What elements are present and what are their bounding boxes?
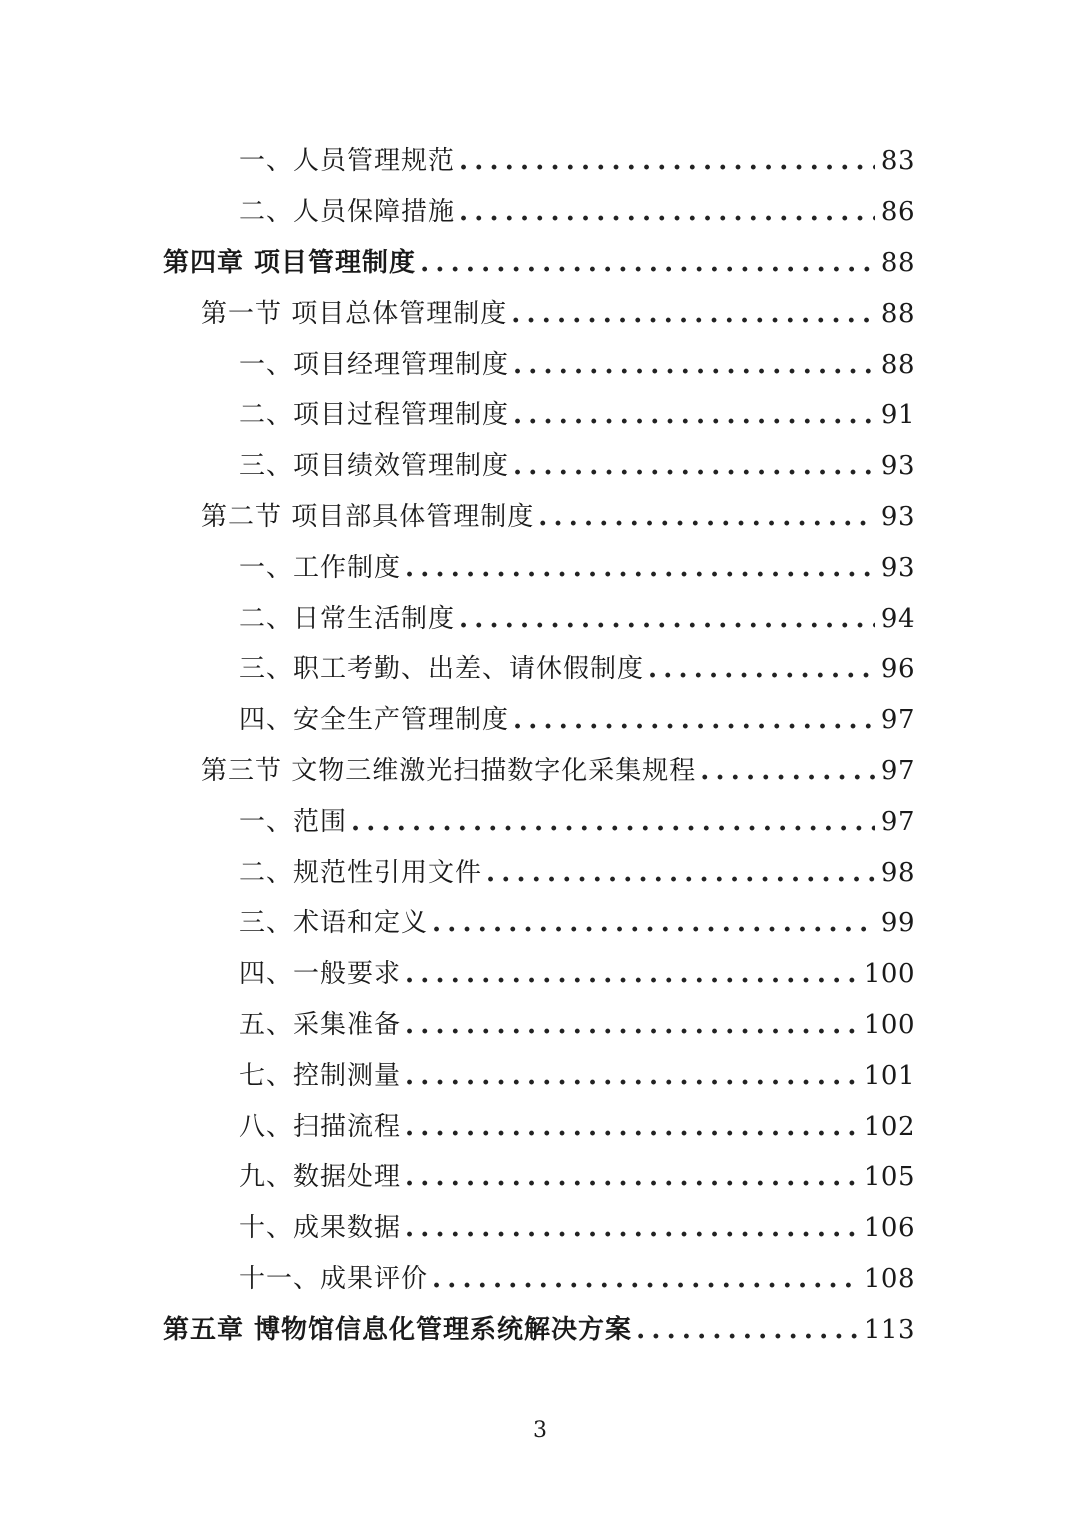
toc-subsection-entry[interactable] [0,441,1080,492]
toc-entry-page-number: 96 [880,654,915,685]
toc-dot-leader [511,289,875,339]
toc-entry-title: 一、工作制度 [239,552,402,583]
toc-entry-title: 四、安全生产管理制度 [239,705,510,736]
toc-entry-page-number: 102 [863,1111,915,1142]
toc-subsection-entry[interactable] [0,1050,1080,1101]
toc-entry-title: 第五章 博物馆信息化管理系统解决方案 [163,1314,633,1345]
toc-entry-title: 十、成果数据 [239,1213,402,1244]
toc-dot-leader [538,492,875,542]
toc-entry-page-number: 93 [880,501,915,532]
toc-entry-page-number: 108 [863,1263,915,1294]
toc-entry-page-number: 88 [880,298,915,329]
toc-entry-title: 第一节 项目总体管理制度 [201,298,508,329]
toc-dot-leader [486,848,875,898]
toc-dot-leader [459,187,875,237]
toc-entry-title: 二、规范性引用文件 [239,857,483,888]
toc-section-entry[interactable] [0,746,1080,797]
toc-entry-page-number: 88 [880,247,915,278]
toc-dot-leader [648,644,875,694]
toc-entry-page-number: 83 [880,146,915,177]
toc-entry-title: 一、项目经理管理制度 [239,349,510,380]
toc-entry-page-number: 97 [880,705,915,736]
toc-dot-leader [405,543,875,593]
toc-entry-title: 三、术语和定义 [239,908,429,939]
toc-dot-leader [459,136,875,186]
toc-entry-page-number: 100 [863,959,915,990]
toc-subsection-entry[interactable] [0,187,1080,238]
toc-entry-title: 二、人员保障措施 [239,197,456,228]
toc-dot-leader [513,695,875,745]
toc-subsection-entry[interactable] [0,898,1080,949]
toc-section-entry[interactable] [0,288,1080,339]
toc-entry-page-number: 91 [880,400,915,431]
toc-subsection-entry[interactable] [0,847,1080,898]
toc-entry-title: 三、职工考勤、出差、请休假制度 [239,654,645,685]
toc-entry-title: 五、采集准备 [239,1009,402,1040]
toc-subsection-entry[interactable] [0,542,1080,593]
toc-entry-page-number: 99 [880,908,915,939]
toc-dot-leader [405,949,858,999]
toc-subsection-entry[interactable] [0,796,1080,847]
toc-subsection-entry[interactable] [0,593,1080,644]
toc-subsection-entry[interactable] [0,390,1080,441]
toc-entry-page-number: 88 [880,349,915,380]
toc-dot-leader [405,1000,858,1050]
toc-entry-page-number: 93 [880,552,915,583]
toc-subsection-entry[interactable] [0,949,1080,1000]
toc-entry-page-number: 100 [863,1009,915,1040]
toc-entry-title: 二、日常生活制度 [239,603,456,634]
toc-dot-leader [513,441,875,491]
toc-dot-leader [405,1152,858,1202]
toc-subsection-entry[interactable] [0,695,1080,746]
toc-entry-page-number: 86 [880,197,915,228]
toc-entry-title: 三、项目绩效管理制度 [239,451,510,482]
toc-dot-leader [405,1102,858,1152]
table-of-contents [0,136,1080,1355]
toc-entry-title: 第四章 项目管理制度 [163,247,417,278]
toc-entry-page-number: 98 [880,857,915,888]
page-number: 3 [533,1418,547,1443]
toc-dot-leader [420,238,875,288]
toc-entry-page-number: 94 [880,603,915,634]
toc-entry-title: 第三节 文物三维激光扫描数字化采集规程 [201,755,697,786]
toc-dot-leader [405,1051,858,1101]
toc-subsection-entry[interactable] [0,136,1080,187]
toc-subsection-entry[interactable] [0,339,1080,390]
toc-dot-leader [700,746,875,796]
toc-entry-page-number: 97 [880,806,915,837]
toc-subsection-entry[interactable] [0,1000,1080,1051]
toc-subsection-entry[interactable] [0,1254,1080,1305]
toc-entry-page-number: 106 [863,1213,915,1244]
toc-chapter-entry[interactable] [0,238,1080,289]
toc-entry-title: 一、范围 [239,806,348,837]
toc-entry-title: 十一、成果评价 [239,1263,429,1294]
toc-dot-leader [432,898,875,948]
toc-entry-title: 七、控制测量 [239,1060,402,1091]
toc-dot-leader [636,1305,858,1355]
toc-entry-title: 八、扫描流程 [239,1111,402,1142]
toc-chapter-entry[interactable] [0,1304,1080,1355]
toc-dot-leader [513,340,875,390]
toc-entry-title: 第二节 项目部具体管理制度 [201,501,535,532]
toc-dot-leader [432,1254,858,1304]
toc-entry-page-number: 93 [880,451,915,482]
toc-entry-page-number: 97 [880,755,915,786]
toc-subsection-entry[interactable] [0,1152,1080,1203]
toc-section-entry[interactable] [0,492,1080,543]
toc-dot-leader [513,390,875,440]
toc-entry-page-number: 105 [863,1162,915,1193]
toc-dot-leader [459,594,875,644]
toc-entry-title: 九、数据处理 [239,1162,402,1193]
toc-subsection-entry[interactable] [0,1203,1080,1254]
toc-subsection-entry[interactable] [0,1101,1080,1152]
toc-entry-page-number: 101 [863,1060,915,1091]
toc-dot-leader [351,797,875,847]
toc-entry-title: 四、一般要求 [239,959,402,990]
toc-entry-title: 一、人员管理规范 [239,146,456,177]
toc-entry-title: 二、项目过程管理制度 [239,400,510,431]
toc-dot-leader [405,1203,858,1253]
toc-entry-page-number: 113 [863,1314,915,1345]
toc-subsection-entry[interactable] [0,644,1080,695]
